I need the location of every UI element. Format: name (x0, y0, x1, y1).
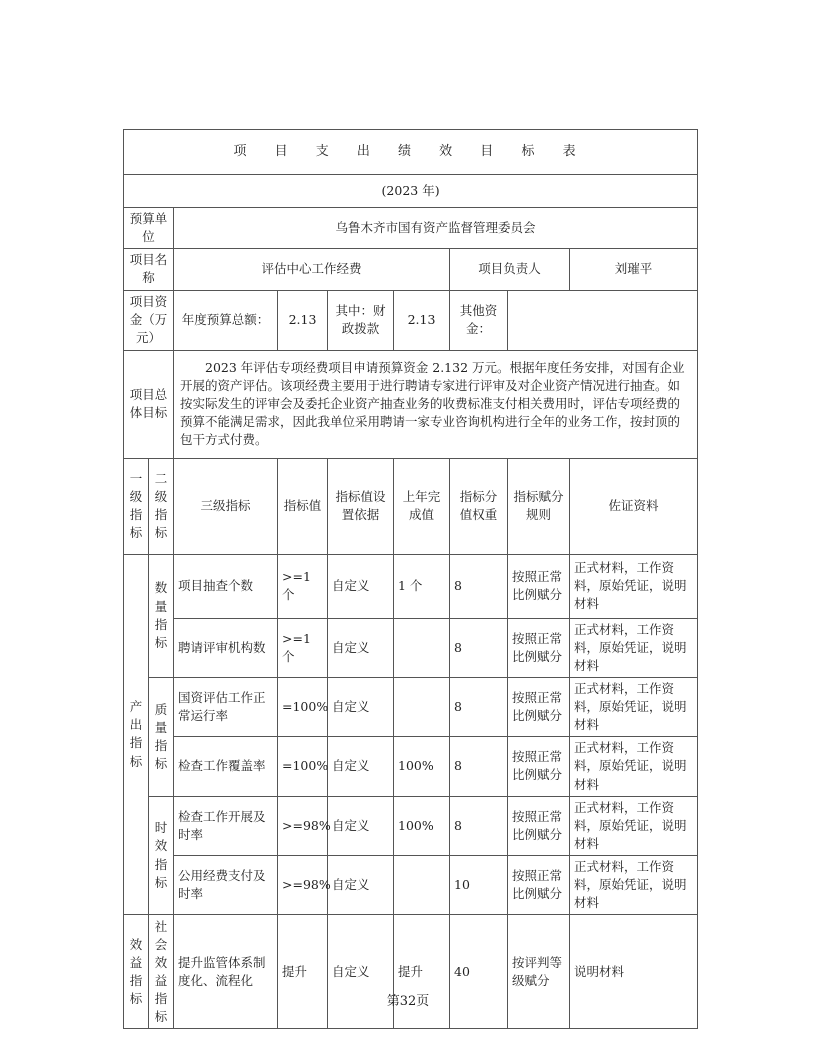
fiscal-label: 其中：财政拨款 (328, 290, 394, 350)
header-rule: 指标赋分规则 (508, 458, 570, 554)
group-timeliness: 时效指标 (149, 796, 174, 915)
project-name-value: 评估中心工作经费 (174, 249, 450, 290)
overall-text: 2023 年评估专项经费项目申请预算资金 2.132 万元。根据年度任务安排，对国有企业开展的资产评估。该项经费主要用于进行聘请专家进行评审及对企业资产情况进行抽查。如按实际发生的评审会及委托企业资产抽查业务的收费标准支付相关费用时，评估专项经费的预算不能满足需求，因此我单位采用聘请一家专业咨询机构进行全年的业务工作，按封顶的包干方式付费。 (174, 350, 698, 458)
row-name: 国资评估工作正常运行率 (174, 677, 278, 736)
table-row (124, 856, 698, 915)
funds-label: 项目资金（万元） (124, 290, 174, 350)
row-evidence: 正式材料，工作资料，原始凭证，说明材料 (570, 737, 698, 796)
overall-label: 项目总体目标 (124, 350, 174, 458)
fiscal-value: 2.13 (394, 290, 450, 350)
table-row (124, 915, 698, 1029)
table-row (124, 737, 698, 796)
row-last: 提升 (394, 915, 450, 1029)
row-value: >=1 个 (278, 554, 328, 618)
other-label: 其他资金： (450, 290, 508, 350)
row-last (394, 856, 450, 915)
group-social: 社会效益指标 (149, 915, 174, 1029)
owner-value: 刘璀平 (570, 249, 698, 290)
annual-total-label: 年度预算总额： (174, 290, 278, 350)
row-name: 项目抽查个数 (174, 554, 278, 618)
group-output: 产出指标 (124, 554, 149, 915)
row-rule: 按照正常比例赋分 (508, 796, 570, 855)
row-evidence: 正式材料，工作资料，原始凭证，说明材料 (570, 856, 698, 915)
table-row (124, 796, 698, 855)
row-value: >=98% (278, 856, 328, 915)
header-basis: 指标值设置依据 (328, 458, 394, 554)
row-rule: 按评判等级赋分 (508, 915, 570, 1029)
row-basis: 自定义 (328, 554, 394, 618)
row-last (394, 677, 450, 736)
row-value: =100% (278, 737, 328, 796)
row-rule: 按照正常比例赋分 (508, 677, 570, 736)
header-level2: 二级指标 (149, 458, 174, 554)
row-weight: 8 (450, 618, 508, 677)
row-last (394, 618, 450, 677)
group-benefit: 效益指标 (124, 915, 149, 1029)
row-weight: 10 (450, 856, 508, 915)
row-evidence: 说明材料 (570, 915, 698, 1029)
table-year: (2023 年) (124, 175, 698, 208)
header-level3: 三级指标 (174, 458, 278, 554)
row-value: >=1 个 (278, 618, 328, 677)
row-value: 提升 (278, 915, 328, 1029)
row-evidence: 正式材料，工作资料，原始凭证，说明材料 (570, 796, 698, 855)
group-quality: 质量指标 (149, 677, 174, 796)
row-rule: 按照正常比例赋分 (508, 554, 570, 618)
row-evidence: 正式材料，工作资料，原始凭证，说明材料 (570, 618, 698, 677)
project-name-label: 项目名称 (124, 249, 174, 290)
group-quantity: 数量指标 (149, 554, 174, 677)
row-last: 100% (394, 796, 450, 855)
row-value: >=98% (278, 796, 328, 855)
table-row (124, 554, 698, 618)
row-basis: 自定义 (328, 915, 394, 1029)
row-rule: 按照正常比例赋分 (508, 856, 570, 915)
row-name: 检查工作覆盖率 (174, 737, 278, 796)
row-basis: 自定义 (328, 677, 394, 736)
row-weight: 8 (450, 554, 508, 618)
row-rule: 按照正常比例赋分 (508, 737, 570, 796)
header-weight: 指标分值权重 (450, 458, 508, 554)
row-weight: 40 (450, 915, 508, 1029)
row-weight: 8 (450, 796, 508, 855)
row-weight: 8 (450, 677, 508, 736)
row-name: 检查工作开展及时率 (174, 796, 278, 855)
header-last-year: 上年完成值 (394, 458, 450, 554)
row-value: =100% (278, 677, 328, 736)
row-basis: 自定义 (328, 856, 394, 915)
page-number: 第32页 (386, 994, 430, 1009)
row-basis: 自定义 (328, 737, 394, 796)
row-evidence: 正式材料，工作资料，原始凭证，说明材料 (570, 677, 698, 736)
row-name: 公用经费支付及时率 (174, 856, 278, 915)
row-basis: 自定义 (328, 796, 394, 855)
performance-target-table (123, 129, 698, 1029)
unit-label: 预算单位 (124, 208, 174, 249)
header-evidence: 佐证资料 (570, 458, 698, 554)
other-value (508, 290, 698, 350)
owner-label: 项目负责人 (450, 249, 570, 290)
header-value: 指标值 (278, 458, 328, 554)
row-last: 100% (394, 737, 450, 796)
row-evidence: 正式材料，工作资料，原始凭证，说明材料 (570, 554, 698, 618)
row-name: 提升监管体系制度化、流程化 (174, 915, 278, 1029)
table-row (124, 677, 698, 736)
header-level1: 一级指标 (124, 458, 149, 554)
annual-total-value: 2.13 (278, 290, 328, 350)
row-basis: 自定义 (328, 618, 394, 677)
table-row (124, 618, 698, 677)
table-title: 项 目 支 出 绩 效 目 标 表 (124, 130, 698, 175)
row-last: 1 个 (394, 554, 450, 618)
row-weight: 8 (450, 737, 508, 796)
row-rule: 按照正常比例赋分 (508, 618, 570, 677)
row-name: 聘请评审机构数 (174, 618, 278, 677)
unit-value: 乌鲁木齐市国有资产监督管理委员会 (174, 208, 698, 249)
